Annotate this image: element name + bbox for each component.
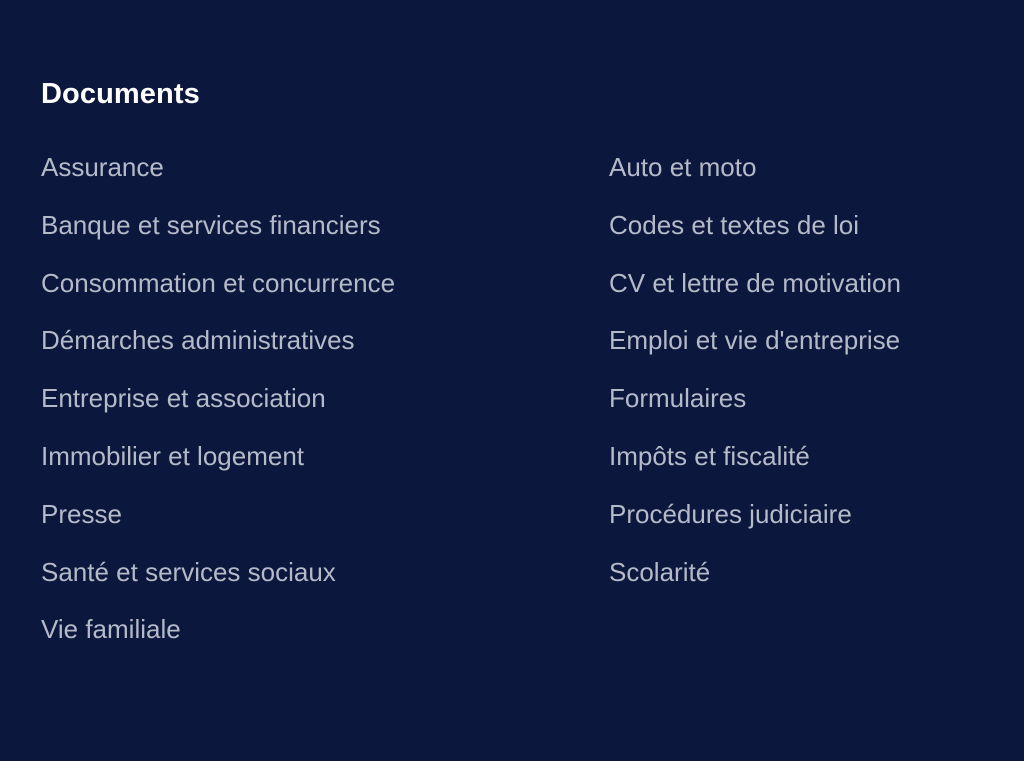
list-item — [41, 379, 581, 437]
list-item — [41, 264, 581, 322]
link-presse[interactable]: Presse — [41, 498, 122, 529]
list-item — [609, 495, 1009, 553]
link-cv-lettre-motivation[interactable]: CV et lettre de motivation — [609, 267, 901, 298]
list-item — [41, 495, 581, 553]
link-demarches-administratives[interactable]: Démarches administratives — [41, 325, 355, 356]
list-item — [41, 321, 581, 379]
link-codes-textes-loi[interactable]: Codes et textes de loi — [609, 209, 860, 240]
section-title: Documents — [41, 78, 200, 110]
link-immobilier-logement[interactable]: Immobilier et logement — [41, 440, 304, 471]
link-sante-services-sociaux[interactable]: Santé et services sociaux — [41, 556, 336, 587]
link-impots-fiscalite[interactable]: Impôts et fiscalité — [609, 440, 810, 471]
list-item — [41, 437, 581, 495]
link-auto-moto[interactable]: Auto et moto — [609, 152, 757, 182]
link-consommation-concurrence[interactable]: Consommation et concurrence — [41, 267, 396, 298]
link-vie-familiale[interactable]: Vie familiale — [41, 614, 181, 645]
list-item — [609, 148, 1009, 206]
right-link-list — [609, 148, 1009, 610]
list-item — [41, 206, 581, 264]
left-link-list — [41, 148, 581, 668]
link-banque-services-financiers[interactable]: Banque et services financiers — [41, 209, 381, 240]
list-item — [41, 148, 581, 206]
link-procedures-judiciaire[interactable]: Procédures judiciaire — [609, 498, 852, 529]
list-item — [609, 379, 1009, 437]
link-formulaires[interactable]: Formulaires — [609, 383, 747, 414]
link-assurance[interactable]: Assurance — [41, 152, 164, 182]
list-item — [609, 553, 1009, 611]
link-entreprise-association[interactable]: Entreprise et association — [41, 383, 326, 414]
list-item — [41, 610, 581, 668]
link-emploi-vie-entreprise[interactable]: Emploi et vie d'entreprise — [609, 325, 901, 356]
list-item — [609, 264, 1009, 322]
list-item — [609, 437, 1009, 495]
link-scolarite[interactable]: Scolarité — [609, 556, 711, 587]
list-item — [609, 321, 1009, 379]
list-item — [609, 206, 1009, 264]
list-item — [41, 553, 581, 611]
